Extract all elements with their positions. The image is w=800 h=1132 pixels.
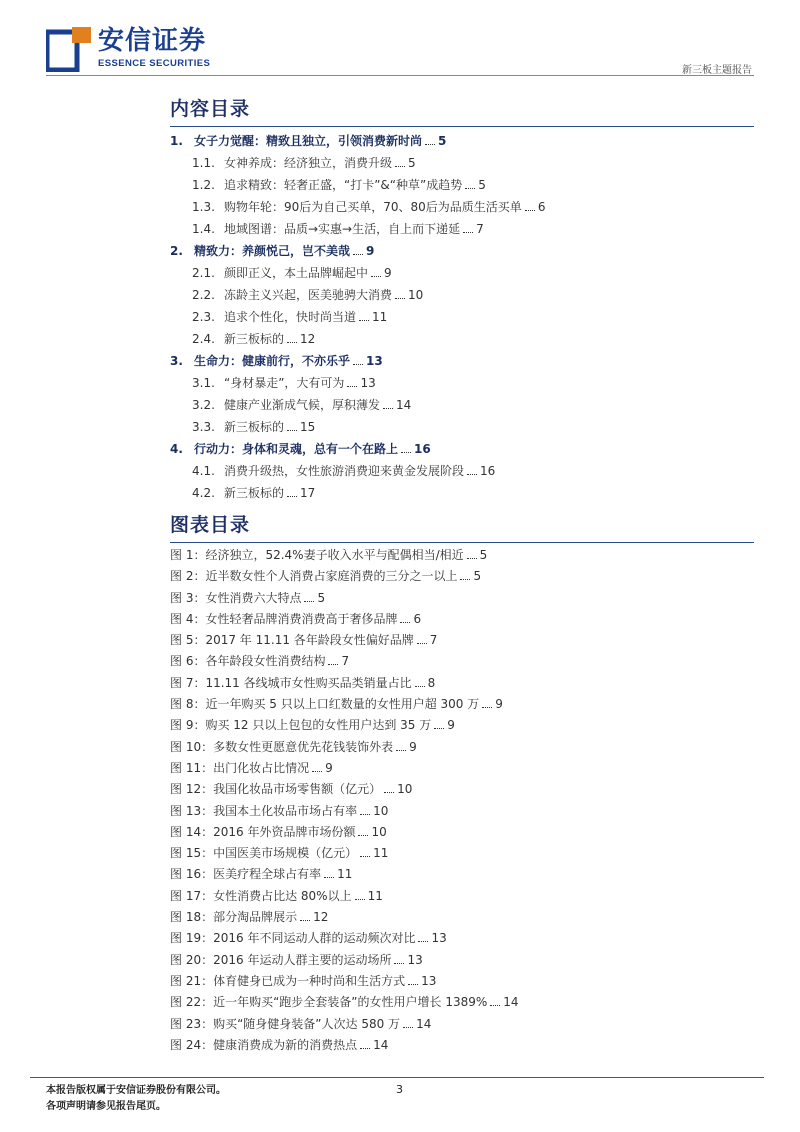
- entry-title: 追求个性化，快时尚当道: [224, 310, 357, 324]
- dot-leader: [415, 686, 425, 687]
- dot-leader: [425, 144, 435, 145]
- entry-title: 近半数女性个人消费占家庭消费的三分之一以上: [205, 569, 458, 583]
- entry-page-number: 7: [429, 633, 438, 647]
- dot-leader: [418, 941, 428, 942]
- figure-label: 图 21：: [170, 974, 214, 988]
- entry-page-number: 17: [300, 486, 316, 500]
- dot-leader: [408, 984, 418, 985]
- dot-leader: [371, 276, 381, 277]
- entry-title: 体育健身已成为一种时尚和生活方式: [213, 974, 406, 988]
- entry-page-number: 11: [337, 867, 353, 881]
- dot-leader: [465, 188, 475, 189]
- entry-title: 购买 12 只以上包包的女性用户达到 35 万: [205, 718, 432, 732]
- entry-page-number: 11: [373, 846, 389, 860]
- entry-title: 消费升级热，女性旅游消费迎来黄金发展阶段: [224, 464, 465, 478]
- report-type-label: 新三板主题报告: [682, 65, 752, 76]
- entry-number: 1.2.: [192, 178, 215, 192]
- entry-title: 新三板标的: [224, 486, 285, 500]
- figure-label: 图 5：: [170, 633, 206, 647]
- dot-leader: [394, 963, 404, 964]
- entry-title: 新三板标的: [224, 332, 285, 346]
- entry-title: 追求精致：轻奢正盛，“打卡”&“种草”成趋势: [224, 178, 463, 192]
- figure-label: 图 15：: [170, 846, 214, 860]
- entry-title: 近一年购买“跑步全套装备”的女性用户增长 1389%: [213, 995, 488, 1009]
- figure-label: 图 3：: [170, 591, 206, 605]
- entry-page-number: 13: [360, 376, 376, 390]
- entry-title: 2016 年不同运动人群的运动频次对比: [213, 931, 416, 945]
- dot-leader: [304, 601, 314, 602]
- dot-leader: [360, 856, 370, 857]
- dot-leader: [384, 792, 394, 793]
- dot-leader: [396, 750, 406, 751]
- entry-page-number: 14: [503, 995, 519, 1009]
- entry-title: 女性轻奢品牌消费消费高于奢侈品牌: [205, 612, 398, 626]
- entry-title: 健康消费成为新的消费热点: [213, 1038, 358, 1052]
- entry-title: 健康产业渐成气候，厚积薄发: [224, 398, 381, 412]
- dot-leader: [360, 1048, 370, 1049]
- entry-title: 冻龄主义兴起，医美驰骋大消费: [224, 288, 393, 302]
- figure-label: 图 22：: [170, 995, 214, 1009]
- entry-number: 3.1.: [192, 376, 215, 390]
- figure-label: 图 23：: [170, 1017, 214, 1031]
- entry-number: 2.3.: [192, 310, 215, 324]
- entry-title: 女子力觉醒：精致且独立，引领消费新时尚: [194, 134, 423, 148]
- dot-leader: [467, 474, 477, 475]
- entry-title: 精致力：养颜悦己，岂不美哉: [194, 244, 351, 258]
- entry-number: 2.4.: [192, 332, 215, 346]
- entry-page-number: 14: [396, 398, 412, 412]
- dot-leader: [324, 877, 334, 878]
- entry-title: “身材暴走”，大有可为: [224, 376, 345, 390]
- entry-page-number: 6: [413, 612, 422, 626]
- toc-divider: [170, 126, 754, 127]
- entry-page-number: 13: [431, 931, 447, 945]
- entry-page-number: 5: [408, 156, 416, 170]
- dot-leader: [417, 643, 427, 644]
- figure-label: 图 10：: [170, 740, 214, 754]
- dot-leader: [401, 452, 411, 453]
- dot-leader: [328, 664, 338, 665]
- entry-title: 2017 年 11.11 各年龄段女性偏好品牌: [205, 633, 414, 647]
- figure-list-title: 图表目录: [170, 514, 251, 536]
- entry-title: 医美疗程全球占有率: [213, 867, 322, 881]
- entry-number: 4.1.: [192, 464, 215, 478]
- entry-page-number: 5: [479, 548, 488, 562]
- entry-page-number: 16: [480, 464, 496, 478]
- entry-page-number: 10: [371, 825, 387, 839]
- entry-title: 女神养成：经济独立，消费升级: [224, 156, 393, 170]
- dot-leader: [395, 298, 405, 299]
- entry-number: 3.2.: [192, 398, 215, 412]
- toc-title: 内容目录: [170, 98, 251, 120]
- entry-page-number: 9: [409, 740, 417, 754]
- figure-label: 图 8：: [170, 697, 206, 711]
- entry-title: 2016 年外资品牌市场份额: [213, 825, 356, 839]
- entry-number: 1.3.: [192, 200, 215, 214]
- entry-page-number: 5: [438, 134, 447, 148]
- entry-page-number: 5: [473, 569, 482, 583]
- entry-page-number: 7: [476, 222, 484, 236]
- brand-name-en: ESSENCE SECURITIES: [98, 58, 211, 69]
- entry-page-number: 9: [325, 761, 333, 775]
- entry-number: 2.1.: [192, 266, 215, 280]
- entry-title: 部分淘品牌展示: [213, 910, 298, 924]
- entry-title: 地域图谱：品质→实惠→生活，自上而下递延: [224, 222, 461, 236]
- entry-number: 4.2.: [192, 486, 215, 500]
- entry-number: 2.2.: [192, 288, 215, 302]
- header-divider: [46, 75, 754, 76]
- figure-label: 图 9：: [170, 718, 206, 732]
- entry-page-number: 8: [427, 676, 436, 690]
- page-number: 3: [396, 1083, 403, 1096]
- entry-title: 各年龄段女性消费结构: [205, 654, 326, 668]
- entry-title: 我国化妆品市场零售额（亿元）: [213, 782, 382, 796]
- footer-disclaimer: 各项声明请参见报告尾页。: [46, 1101, 166, 1112]
- entry-title: 女性消费六大特点: [205, 591, 302, 605]
- entry-page-number: 12: [313, 910, 329, 924]
- entry-number: 1.1.: [192, 156, 215, 170]
- dot-leader: [355, 899, 365, 900]
- entry-page-number: 11: [367, 889, 383, 903]
- entry-number: 1.: [170, 134, 183, 148]
- entry-page-number: 13: [407, 953, 423, 967]
- footer-copyright: 本报告版权属于安信证券股份有限公司。: [46, 1085, 226, 1096]
- entry-title: 2016 年运动人群主要的运动场所: [213, 953, 392, 967]
- figure-label: 图 12：: [170, 782, 214, 796]
- entry-title: 我国本土化妆品市场占有率: [213, 804, 358, 818]
- entry-page-number: 16: [414, 442, 431, 456]
- entry-title: 中国医美市场规模（亿元）: [213, 846, 358, 860]
- figure-label: 图 17：: [170, 889, 214, 903]
- dot-leader: [463, 232, 473, 233]
- figure-label: 图 20：: [170, 953, 214, 967]
- dot-leader: [300, 920, 310, 921]
- entry-page-number: 13: [366, 354, 383, 368]
- entry-title: 新三板标的: [224, 420, 285, 434]
- entry-number: 1.4.: [192, 222, 215, 236]
- dot-leader: [490, 1005, 500, 1006]
- entry-page-number: 5: [478, 178, 486, 192]
- figure-label: 图 24：: [170, 1038, 214, 1052]
- figure-label: 图 6：: [170, 654, 206, 668]
- figure-label: 图 7：: [170, 676, 206, 690]
- figure-label: 图 4：: [170, 612, 206, 626]
- entry-page-number: 11: [372, 310, 388, 324]
- brand-name-cn: 安信证券: [98, 26, 207, 56]
- entry-page-number: 10: [408, 288, 424, 302]
- dot-leader: [312, 771, 322, 772]
- dot-leader: [525, 210, 535, 211]
- figure-label: 图 13：: [170, 804, 214, 818]
- entry-number: 3.: [170, 354, 183, 368]
- entry-page-number: 15: [300, 420, 316, 434]
- entry-page-number: 6: [537, 200, 546, 214]
- entry-page-number: 9: [447, 718, 455, 732]
- entry-title: 行动力：身体和灵魂，总有一个在路上: [194, 442, 399, 456]
- entry-title: 生命力：健康前行，不亦乐乎: [194, 354, 351, 368]
- dot-leader: [400, 622, 410, 623]
- figure-label: 图 19：: [170, 931, 214, 945]
- dot-leader: [358, 835, 368, 836]
- footer-divider: [30, 1077, 764, 1078]
- entry-page-number: 7: [341, 654, 350, 668]
- entry-title: 经济独立，52.4%妻子收入水平与配偶相当/相近: [205, 548, 464, 562]
- dot-leader: [395, 166, 405, 167]
- entry-title: 购买“随身健身装备”人次达 580 万: [213, 1017, 401, 1031]
- entry-title: 多数女性更愿意优先花钱装饰外表: [213, 740, 394, 754]
- dot-leader: [467, 558, 477, 559]
- entry-page-number: 12: [300, 332, 316, 346]
- entry-page-number: 9: [366, 244, 375, 258]
- figure-label: 图 11：: [170, 761, 214, 775]
- figure-label: 图 16：: [170, 867, 214, 881]
- dot-leader: [434, 728, 444, 729]
- entry-page-number: 10: [373, 804, 389, 818]
- figure-label: 图 2：: [170, 569, 206, 583]
- entry-page-number: 14: [416, 1017, 432, 1031]
- entry-page-number: 14: [373, 1038, 389, 1052]
- figure-label: 图 1：: [170, 548, 206, 562]
- dot-leader: [460, 579, 470, 580]
- dot-leader: [353, 364, 363, 365]
- figure-label: 图 14：: [170, 825, 214, 839]
- figure-label: 图 18：: [170, 910, 214, 924]
- entry-title: 购物年轮：90后为自己买单，70、80后为品质生活买单: [224, 200, 522, 214]
- entry-page-number: 13: [421, 974, 437, 988]
- dot-leader: [482, 707, 492, 708]
- entry-title: 颜即正义，本土品牌崛起中: [224, 266, 369, 280]
- entry-title: 女性消费占比达 80%以上: [213, 889, 352, 903]
- entry-page-number: 9: [495, 697, 503, 711]
- dot-leader: [403, 1027, 413, 1028]
- entry-number: 2.: [170, 244, 183, 258]
- dot-leader: [287, 430, 297, 431]
- essence-logo-icon: [46, 26, 92, 72]
- entry-page-number: 5: [317, 591, 326, 605]
- entry-title: 近一年购买 5 只以上口红数量的女性用户超 300 万: [205, 697, 480, 711]
- dot-leader: [383, 408, 393, 409]
- entry-title: 11.11 各线城市女性购买品类销量占比: [205, 676, 412, 690]
- entry-page-number: 10: [397, 782, 413, 796]
- figure-list-divider: [170, 542, 754, 543]
- dot-leader: [360, 814, 370, 815]
- entry-number: 4.: [170, 442, 183, 456]
- dot-leader: [347, 386, 357, 387]
- entry-page-number: 9: [384, 266, 392, 280]
- entry-title: 出门化妆占比情况: [213, 761, 310, 775]
- dot-leader: [359, 320, 369, 321]
- dot-leader: [353, 254, 363, 255]
- entry-number: 3.3.: [192, 420, 215, 434]
- dot-leader: [287, 496, 297, 497]
- dot-leader: [287, 342, 297, 343]
